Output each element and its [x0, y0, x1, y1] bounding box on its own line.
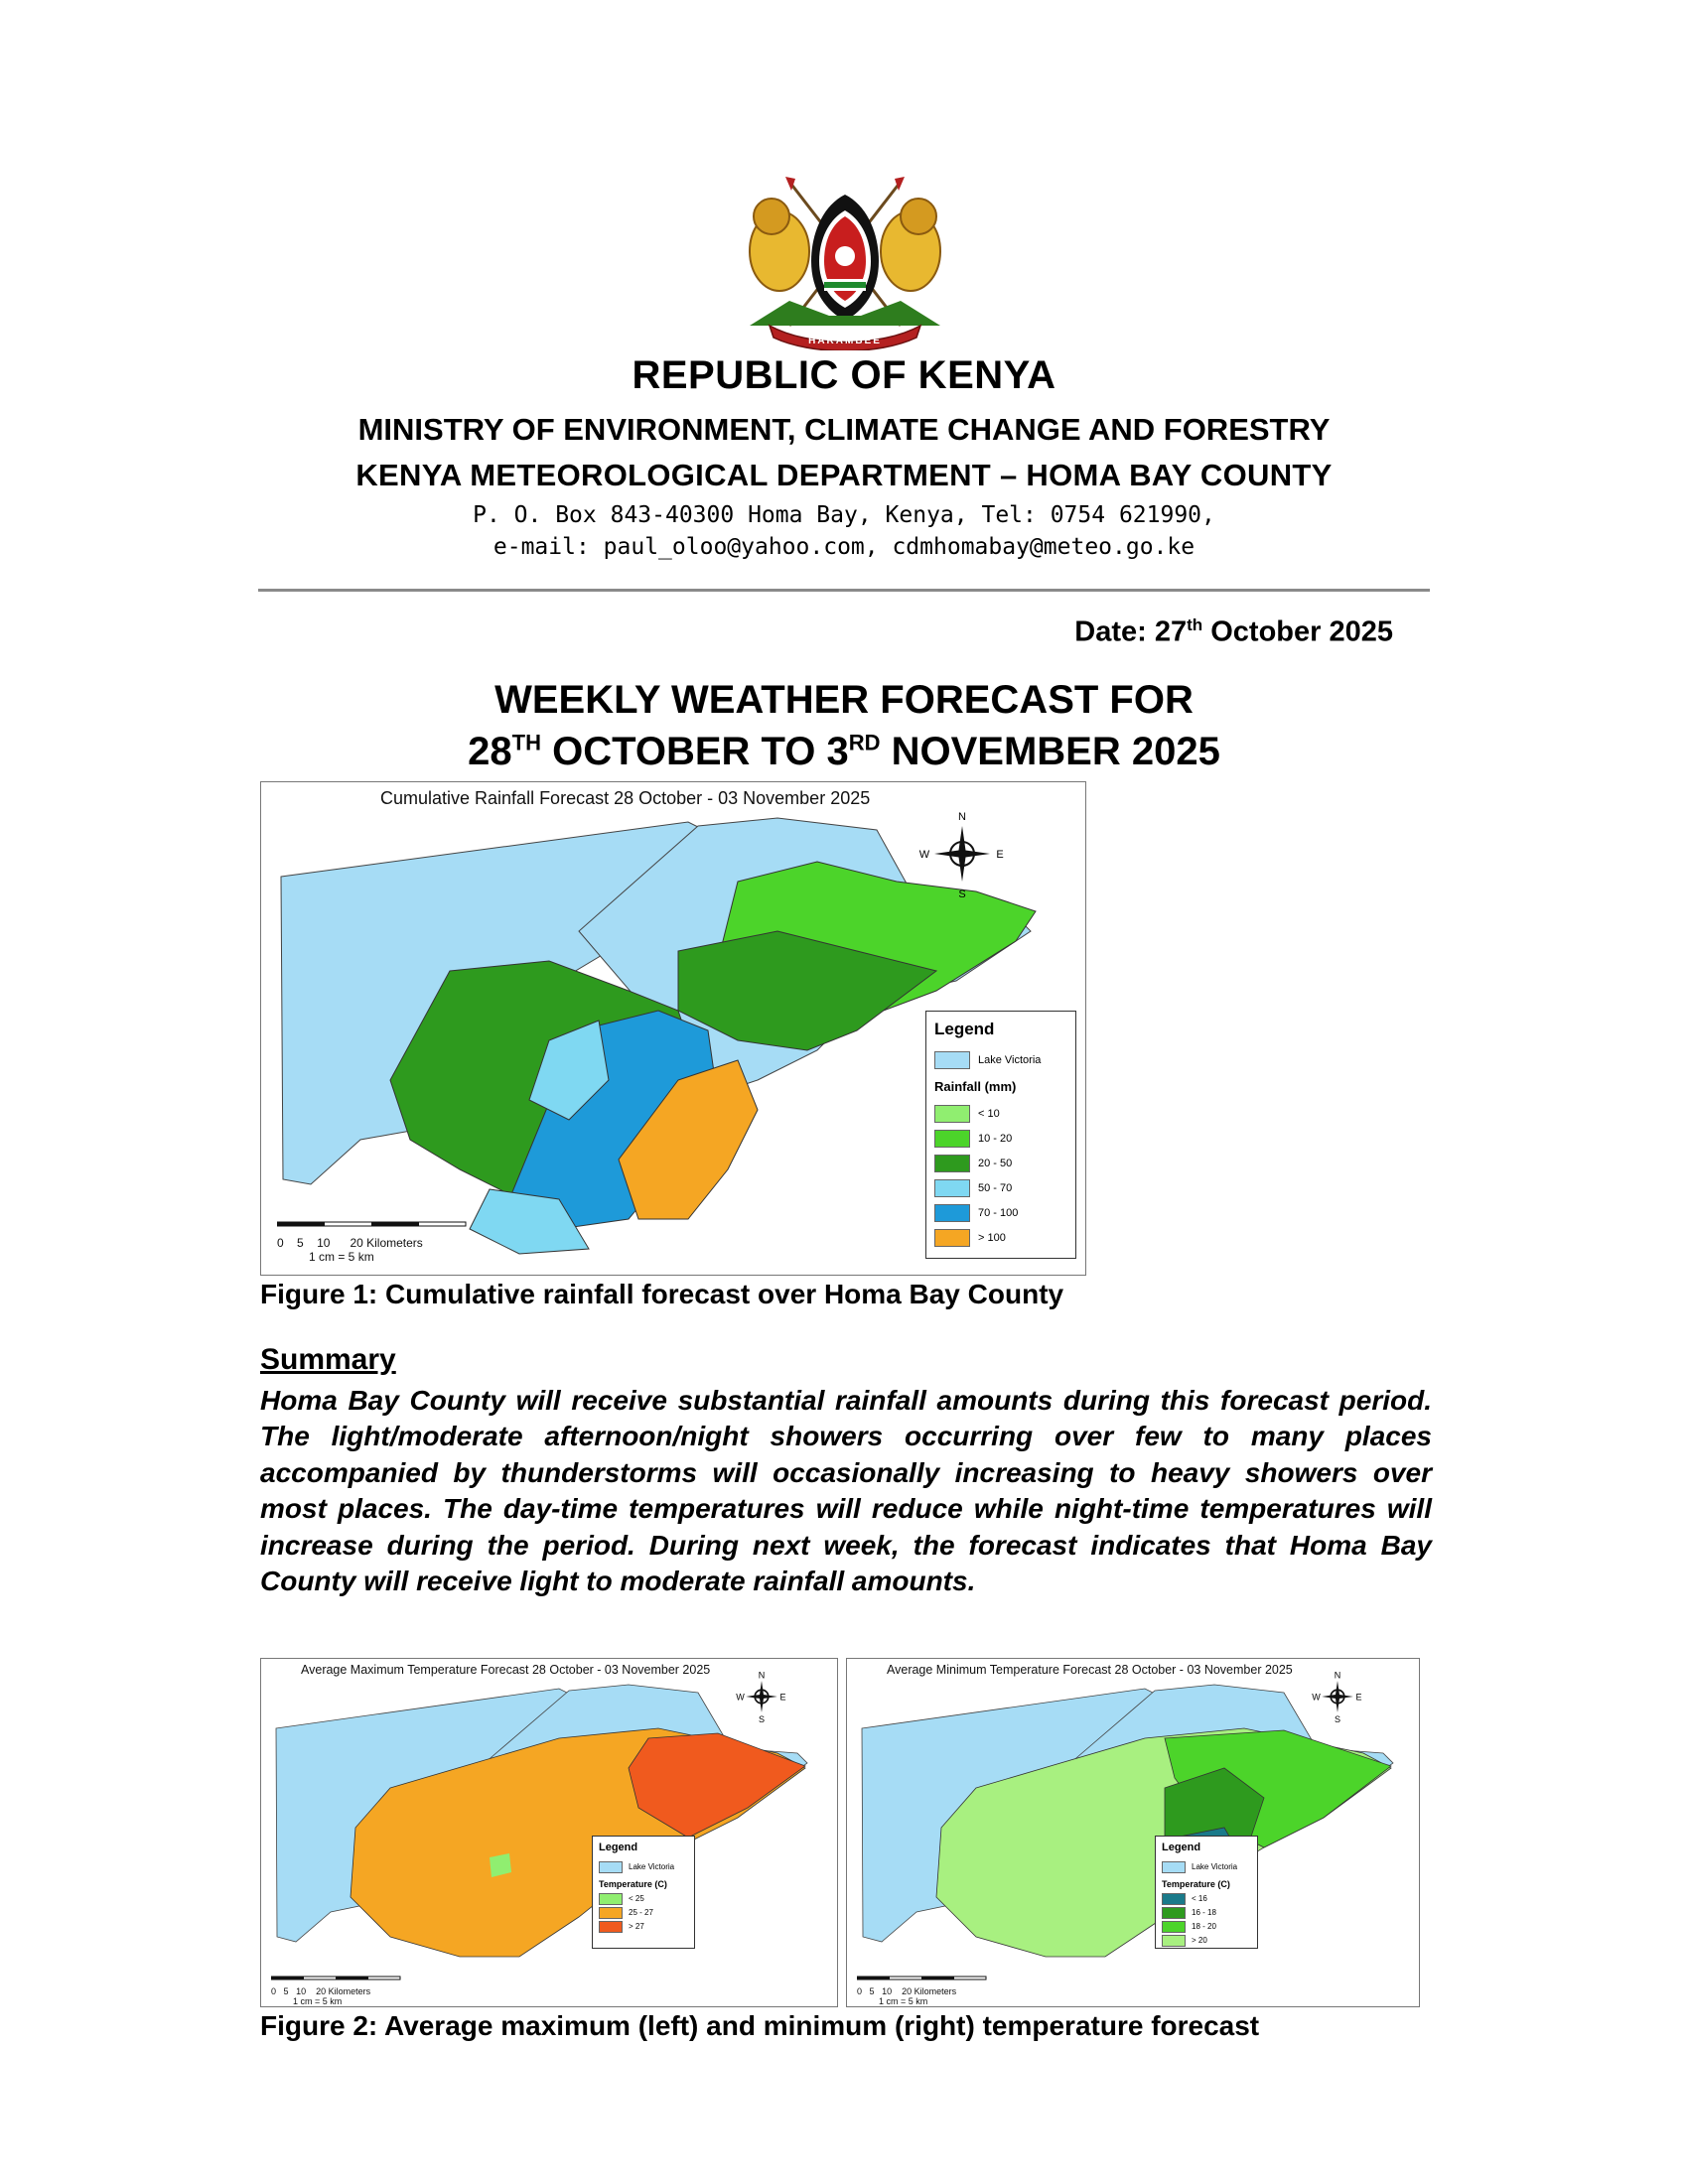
scale-tick-0: 0 — [277, 1236, 284, 1250]
compass-w: W — [736, 1692, 745, 1703]
legend-row — [934, 1204, 1018, 1222]
legend-label: 20 - 50 — [978, 1157, 1013, 1169]
compass-rose-icon — [736, 1671, 787, 1722]
fc-end: NOVEMBER 2025 — [880, 730, 1220, 773]
legend-subtitle: Rainfall (mm) — [934, 1079, 1017, 1094]
scale-tick-20: 20 Kilometers — [316, 1986, 371, 1996]
max-temp-map-title: Average Maximum Temperature Forecast 28 October - 03 November 2025 — [301, 1663, 711, 1677]
republic-title: REPUBLIC OF KENYA — [632, 353, 1056, 397]
legend-row — [599, 1893, 644, 1905]
legend-title: Legend — [934, 1020, 995, 1038]
date-month-year: October 2025 — [1202, 615, 1393, 648]
scale-ticks — [857, 1986, 996, 1996]
compass-rose-icon — [1312, 1671, 1363, 1722]
forecast-title-line2 — [0, 730, 1688, 774]
legend-subtitle: Temperature (C) — [1162, 1879, 1230, 1889]
compass-n: N — [1334, 1671, 1341, 1681]
legend-swatch — [599, 1893, 623, 1905]
legend-row — [934, 1130, 1012, 1148]
lake-label: Lake Victoria — [629, 1862, 675, 1872]
scale-tick-10: 10 — [317, 1236, 331, 1250]
scale-tick-5: 5 — [283, 1986, 289, 1996]
scale-tick-5: 5 — [297, 1236, 304, 1250]
report-date — [1074, 615, 1393, 649]
scale-tick-10: 10 — [296, 1986, 307, 1996]
lake-label: Lake Victoria — [1192, 1862, 1238, 1872]
legend-swatch — [934, 1105, 970, 1123]
legend-row — [934, 1229, 1006, 1247]
scale-ticks — [271, 1986, 410, 1996]
legend-label: > 27 — [629, 1922, 644, 1932]
map-scale-bar — [271, 1975, 410, 2006]
email-line: e-mail: paul_oloo@yahoo.com, cdmhomabay@meteo.go.ke — [492, 534, 1196, 560]
compass-s: S — [758, 1714, 766, 1722]
legend-row — [1162, 1893, 1207, 1905]
legend-swatch — [1162, 1935, 1186, 1947]
fc-mid: OCTOBER TO 3 — [541, 730, 849, 773]
legend-swatch — [599, 1907, 623, 1919]
scale-bar-icon — [277, 1219, 476, 1233]
scale-bar-icon — [857, 1975, 996, 1984]
rainfall-map-title: Cumulative Rainfall Forecast 28 October - 03 November 2025 — [380, 788, 871, 808]
legend-row — [1162, 1907, 1216, 1919]
legend-title: Legend — [599, 1842, 638, 1853]
legend-lake-row — [934, 1051, 1041, 1069]
compass-w: W — [1312, 1692, 1321, 1703]
legend-swatch — [599, 1921, 623, 1933]
legend-label: 70 - 100 — [978, 1206, 1019, 1219]
compass-n: N — [958, 811, 966, 823]
legend-label: < 16 — [1192, 1894, 1207, 1904]
summary-text: Homa Bay County will receive substantial rainfall amounts during this forecast period. The light/moderate afternoon/night showers occurring over few to many places accompanied by thunderstorms will occasionally increasing to heavy showers over most places. The day-time temperatures will reduce while night-time temperatures will increase during the period. During next week, the forecast indicates that Homa Bay County will receive light to moderate rainfall amounts. — [260, 1385, 1432, 1597]
scale-tick-5: 5 — [869, 1986, 875, 1996]
compass-e: E — [779, 1692, 786, 1703]
legend-row — [934, 1179, 1012, 1197]
legend-row — [1162, 1921, 1216, 1933]
legend-label: 50 - 70 — [978, 1181, 1013, 1194]
scale-note: 1 cm = 5 km — [879, 1996, 928, 2006]
figure2-caption: Figure 2: Average maximum (left) and minimum (right) temperature forecast — [260, 2010, 1260, 2041]
min-temperature-map — [846, 1658, 1420, 2007]
legend-label: 25 - 27 — [629, 1908, 653, 1918]
date-suffix-sup: th — [1187, 615, 1203, 634]
rainfall-legend — [925, 1011, 1076, 1259]
legend-label: 16 - 18 — [1192, 1908, 1216, 1918]
fc-day-start: 28 — [468, 730, 512, 773]
min-temp-map-title: Average Minimum Temperature Forecast 28 October - 03 November 2025 — [887, 1663, 1293, 1677]
legend-swatch — [934, 1130, 970, 1148]
legend-swatch — [1162, 1907, 1186, 1919]
lake-swatch — [1162, 1861, 1186, 1873]
legend-label: 10 - 20 — [978, 1132, 1013, 1145]
kenya-coat-of-arms-logo — [730, 177, 960, 350]
legend-row — [934, 1105, 1000, 1123]
figure1-caption: Figure 1: Cumulative rainfall forecast over Homa Bay County — [260, 1279, 1064, 1309]
scale-tick-0: 0 — [857, 1986, 863, 1996]
summary-heading: Summary — [260, 1343, 396, 1376]
compass-rose-icon — [916, 808, 1008, 899]
legend-lake-row — [1162, 1861, 1237, 1873]
legend-lake-row — [599, 1861, 674, 1873]
legend-swatch — [1162, 1921, 1186, 1933]
max-temp-legend — [592, 1836, 695, 1949]
compass-e: E — [996, 849, 1004, 861]
legend-swatch — [934, 1155, 970, 1172]
legend-row — [599, 1907, 653, 1919]
legend-swatch — [934, 1229, 970, 1247]
lake-label: Lake Victoria — [978, 1053, 1042, 1066]
address-line: P. O. Box 843-40300 Homa Bay, Kenya, Tel: 0754 621990, — [473, 502, 1215, 528]
legend-row — [1162, 1935, 1207, 1947]
legend-label: 18 - 20 — [1192, 1922, 1216, 1932]
lake-swatch — [934, 1051, 970, 1069]
max-temperature-map — [260, 1658, 838, 2007]
legend-title: Legend — [1162, 1842, 1201, 1853]
scale-tick-20: 20 Kilometers — [350, 1236, 423, 1250]
fc-sup-rd: RD — [848, 730, 881, 755]
scale-ticks — [277, 1236, 476, 1250]
compass-e: E — [1355, 1692, 1362, 1703]
legend-label: < 10 — [978, 1107, 1000, 1120]
compass-s: S — [958, 888, 966, 899]
scale-tick-10: 10 — [882, 1986, 893, 1996]
date-prefix: Date: 27 — [1074, 615, 1188, 648]
rainfall-forecast-map — [260, 781, 1086, 1276]
svg-text:HARAMBEE: HARAMBEE — [808, 336, 882, 346]
min-temp-legend — [1155, 1836, 1258, 1949]
lake-swatch — [599, 1861, 623, 1873]
compass-s: S — [1334, 1714, 1341, 1722]
forecast-title-line1: WEEKLY WEATHER FORECAST FOR — [494, 678, 1194, 722]
scale-note: 1 cm = 5 km — [309, 1250, 374, 1264]
legend-row — [599, 1921, 644, 1933]
scale-tick-0: 0 — [271, 1986, 277, 1996]
map-scale-bar — [857, 1975, 996, 2006]
map-scale-bar — [277, 1219, 476, 1264]
legend-label: < 25 — [629, 1894, 644, 1904]
compass-n: N — [758, 1671, 766, 1681]
scale-bar-icon — [271, 1975, 410, 1984]
legend-swatch — [1162, 1893, 1186, 1905]
legend-swatch — [934, 1179, 970, 1197]
ministry-title: MINISTRY OF ENVIRONMENT, CLIMATE CHANGE AND FORESTRY — [357, 412, 1331, 447]
legend-label: > 100 — [978, 1231, 1006, 1244]
scale-note: 1 cm = 5 km — [293, 1996, 343, 2006]
fc-sup-th: TH — [511, 730, 541, 755]
legend-label: > 20 — [1192, 1936, 1207, 1946]
legend-row — [934, 1155, 1012, 1172]
compass-w: W — [918, 849, 930, 861]
header-divider — [258, 589, 1430, 592]
scale-tick-20: 20 Kilometers — [902, 1986, 957, 1996]
department-title: KENYA METEOROLOGICAL DEPARTMENT – HOMA BAY COUNTY — [355, 458, 1333, 492]
legend-swatch — [934, 1204, 970, 1222]
legend-subtitle: Temperature (C) — [599, 1879, 667, 1889]
